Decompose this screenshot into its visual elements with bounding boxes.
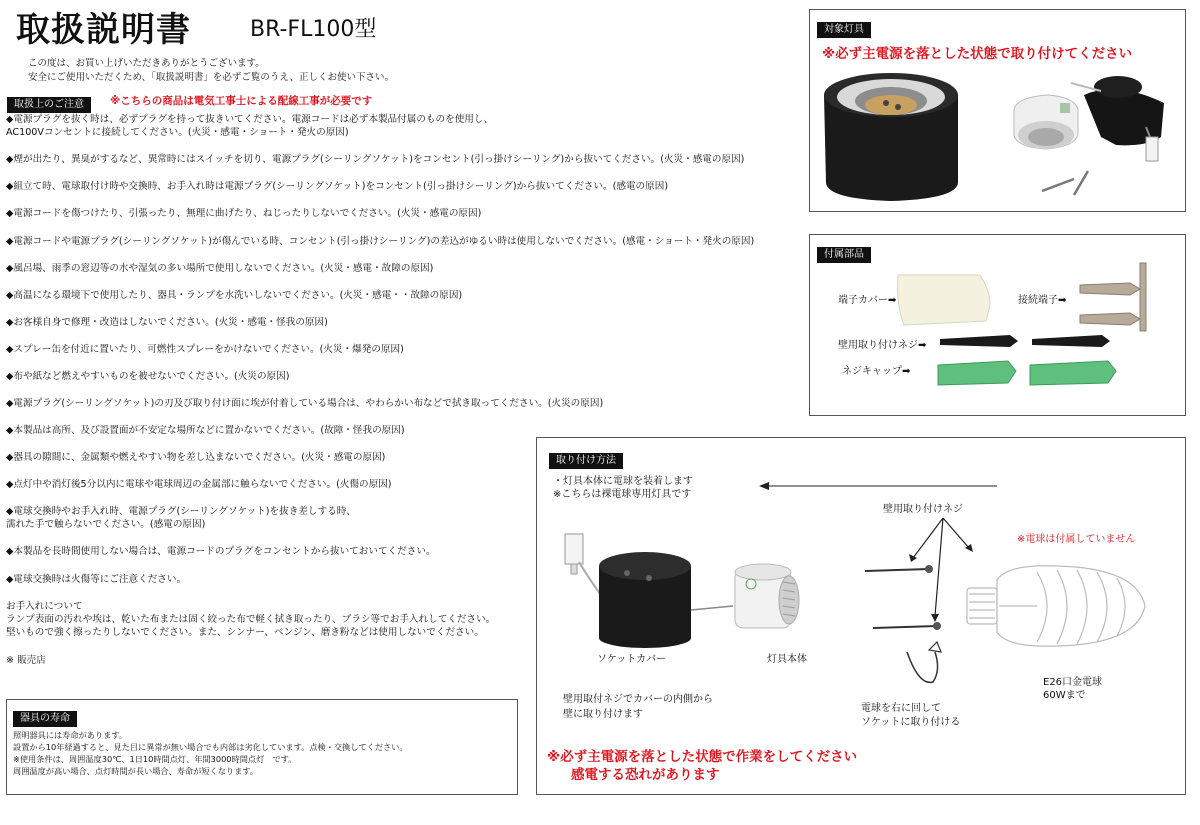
lifespan-line: ※使用条件は、周囲温度30℃、1日10時間点灯、年間3000時間点灯 です。 [13,754,297,764]
bulb-spec-line: E26口金電球 [1043,677,1103,688]
wall-screw-image [865,518,973,630]
precaution-line: 濡れた手で触らないでください。(感電の原因) [6,519,206,530]
terminal-cover-image [898,275,990,325]
intro-line: 安全にご使用いただくため、「取扱説明書」を必ずご覧のうえ、正しくお使い下さい。 [28,71,394,83]
socket-cover-label: ソケットカバー [597,654,667,665]
rotate-arrow-icon [907,642,941,682]
precaution-item: ◆風呂場、雨季の窓辺等の水や湿気の多い場所で使用しないでください。(火災・感電・故障の原因) [6,263,434,274]
electrician-warning: ※こちらの商品は電気工事士による配線工事が必要です [110,95,373,107]
rotate-line: ソケットに取り付ける [861,717,961,728]
fixture-body-label: 灯具本体 [767,654,807,665]
lifespan-header [13,706,77,727]
bulb-spec-line: 60Wまで [1043,690,1086,701]
target-fixture-box [809,9,1186,212]
connector-label: 接続端子➡ [1018,295,1067,306]
screws-image [1042,171,1088,195]
precaution-item: ◆高温になる環境下で使用したり、器具・ランプを水洗いしないでください。(火災・感電・・故障の原因) [6,290,463,301]
precaution-item: ◆本製品を長時間使用しない場合は、電源コードのプラグをコンセントから抜いておいてください。 [6,546,436,557]
parts-tag: 付属部品 [817,247,871,263]
precaution-item: ◆電源コードを傷つけたり、引張ったり、無理に曲げたり、ねじったりしないでください。(火災・感電の原因) [6,208,482,219]
lifespan-line: 設置から10年経過すると、見た目に異常が無い場合でも内部は劣化しています。点検・交換してください。 [13,742,408,752]
wall-screw-image [940,335,1110,347]
parts-photo [810,235,1185,415]
lifespan-line: 周囲温度が高い場合、点灯時間が長い場合、寿命が短くなります。 [13,766,258,776]
care-section [6,600,495,639]
precaution-item: ◆スプレー缶を付近に置いたり、可燃性スプレーをかけないでください。(火災・爆発の原因) [6,344,404,355]
precaution-item: ◆点灯中や消灯後5分以内に電球や電球周辺の金属部に触らないでください。(火傷の原因) [6,479,392,490]
precaution-line: ◆電源プラグを抜く時は、必ずプラグを持って抜きいてください。電源コードは必ず本製品付属のものを使用し、 [6,114,494,125]
bulb-image [967,566,1145,646]
lifespan-text [13,729,408,777]
fixture-photo [816,65,1181,210]
installation-diagram [537,438,1185,794]
rotate-line: 電球を右に回して [861,703,941,714]
mount-line: 壁に取り付けます [563,709,643,720]
screw-cap-label: ネジキャップ➡ [842,366,911,377]
precaution-line: ◆電球交換時やお手入れ時、電源プラグ(シーリングソケット)を抜き差しする時、 [6,506,356,517]
direction-arrow [759,482,997,490]
socket-cover-image [824,73,958,201]
terminal-cover-label: 端子カバー➡ [838,295,897,306]
socket-cover-image [599,552,733,648]
precaution-item: ◆本製品は高所、及び設置面が不安定な場所などに置かないでください。(故障・怪我の原因) [6,425,405,436]
wall-screw-title: 壁用取り付けネジ [883,504,963,515]
connector-terminal-image [1080,263,1146,331]
model-number: BR-FL100型 [250,17,377,42]
precaution-item: ◆電球交換時は火傷等にご注意ください。 [6,574,187,585]
seller-note: ※ 販売店 [6,655,46,666]
install-warning-line: ※必ず主電源を落とした状態で作業をしてください [547,749,858,765]
fixture-body-image [735,564,799,628]
care-line: ランプ表面の汚れや埃は、乾いた布または固く絞った布で軽く拭き取ったり、ブラシ等でお手入れしてください。 [6,614,496,625]
mount-line: 壁用取付ネジでカバーの内側から [563,694,713,705]
handling-header [7,92,91,113]
precaution-line: AC100Vコンセントに接続してください。(火災・感電・ショート・発火の原因) [6,127,349,138]
lifespan-box [6,699,518,795]
precaution-item [6,113,493,139]
screw-cap-image [938,361,1116,385]
wall-screw-label: 壁用取り付けネジ➡ [838,340,927,351]
installation-box [536,437,1186,795]
handling-tag: 取扱上のご注意 [7,97,91,113]
precaution-item: ◆お客様自身で修理・改造はしないでください。(火災・感電・怪我の原因) [6,317,328,328]
intro-line: この度は、お買い上げいただきありがとうございます。 [28,58,265,69]
precaution-item: ◆布や紙など燃えやすいものを被せないでください。(火災の原因) [6,371,290,382]
install-tag: 取り付け方法 [549,453,623,469]
target-tag: 対象灯具 [817,22,871,38]
install-step-line: ・灯具本体に電球を装着します [553,476,693,487]
install-warning-line: 感電する恐れがあります [571,767,720,783]
bulb-not-included: ※電球は付属していません [1017,534,1136,545]
care-heading: お手入れについて [6,601,83,612]
install-step-line: ※こちらは裸電球専用灯具です [553,489,692,500]
porcelain-socket-image [1014,95,1078,149]
lifespan-line: 照明器具には寿命があります。 [13,730,127,740]
precaution-item: ◆電源コードや電源プラグ(シーリングソケット)が傷んでいる時、コンセント(引っ掛けシーリング)の差込がゆるい時は使用しないでください。(感電・ショート・発火の原因) [6,236,755,247]
page-title: 取扱説明書 [16,10,191,50]
target-warning: ※必ず主電源を落とした状態で取り付けてください [822,46,1133,62]
precaution-item [6,505,356,531]
precaution-item: ◆煙が出たり、異臭がするなど、異常時にはスイッチを切り、電源プラグ(シーリングソケット)をコンセント(引っ掛けシーリング)から抜いてください。(火災・感電の原因) [6,154,745,165]
lifespan-tag: 器具の寿命 [13,711,77,727]
precaution-item: ◆組立て時、電球取付け時や交換時、お手入れ時は電源プラグ(シーリングソケット)をコンセント(引っ掛けシーリング)から抜いてください。(感電の原因) [6,181,669,192]
care-line: 堅いもので強く擦ったりしないでください。また、シンナー、ベンジン、磨き粉などは使用しないでください。 [6,627,484,638]
precaution-item: ◆電源プラグ(シーリングソケット)の刃及び取り付け面に埃が付着している場合は、やわらかい布などで拭き取ってください。(火災の原因) [6,398,604,409]
intro-text [28,57,394,84]
precaution-item: ◆器具の隙間に、金属類や燃えやすい物を差し込まないでください。(火災・感電の原因) [6,452,386,463]
accessories-box [809,234,1186,416]
target-header [817,17,871,38]
